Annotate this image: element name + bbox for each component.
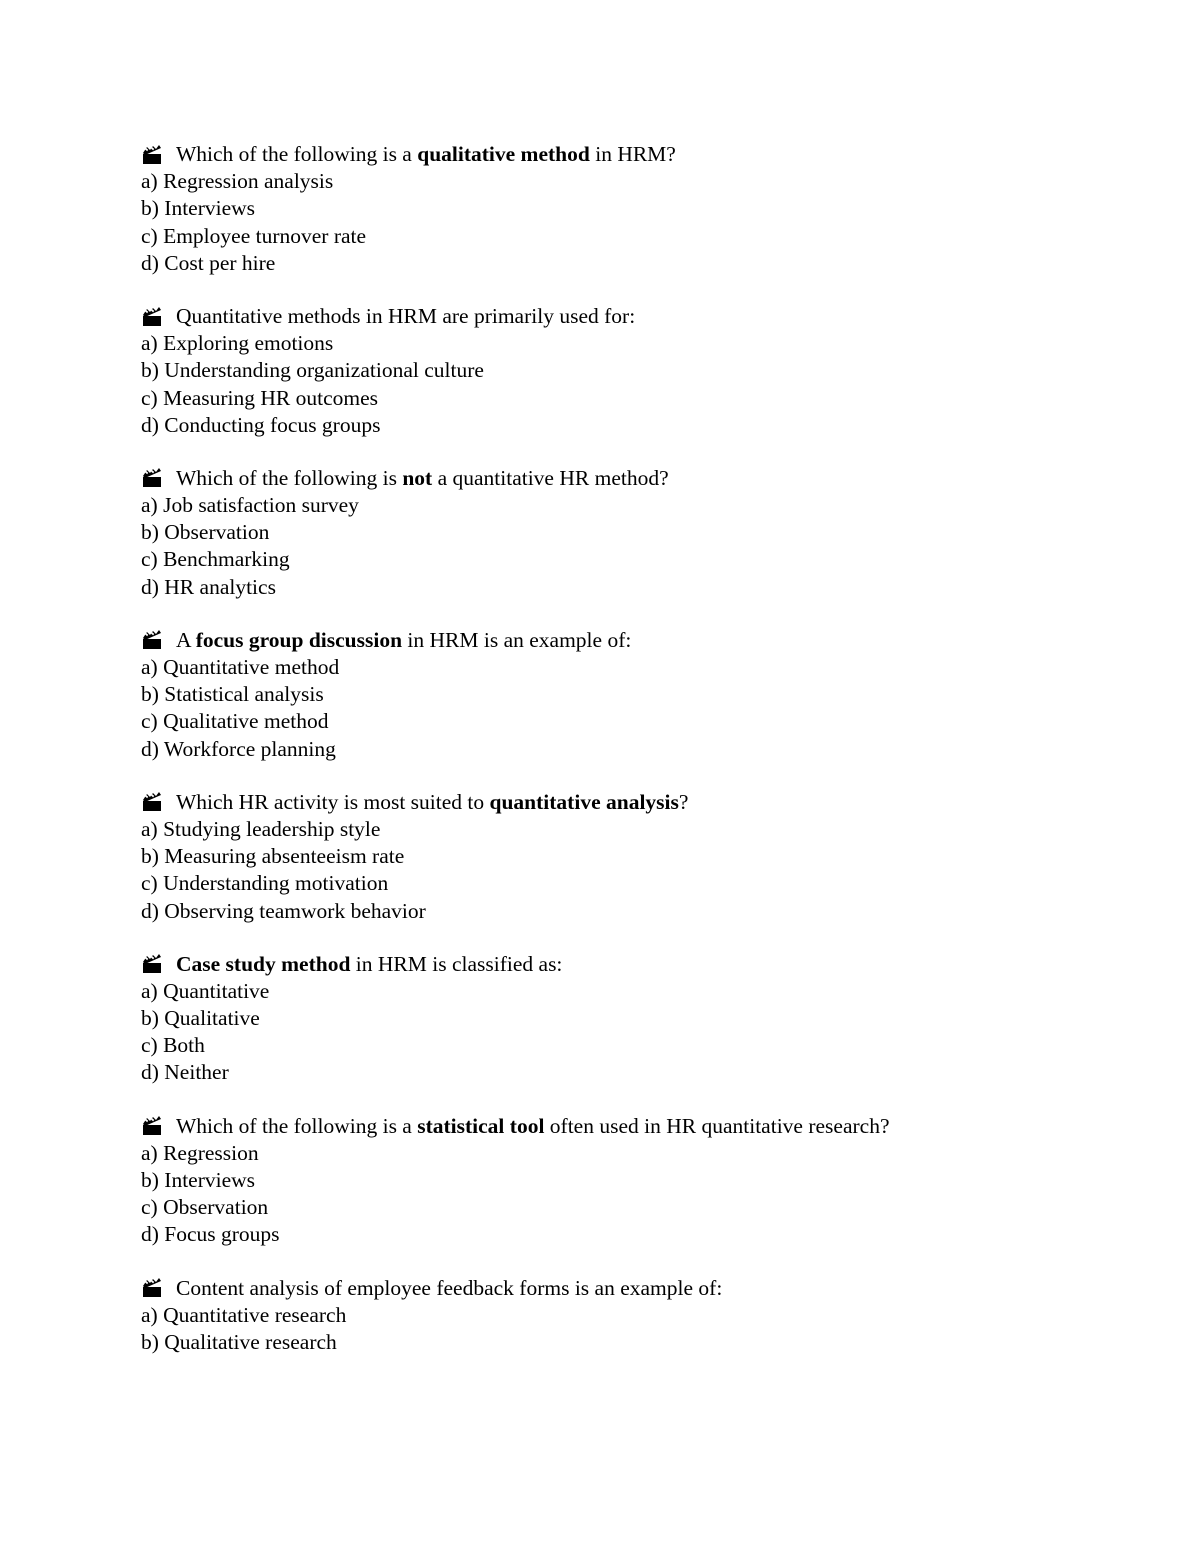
answer-option: a) Regression xyxy=(141,1140,259,1165)
question-block xyxy=(141,627,1101,763)
clapperboard-icon xyxy=(141,144,163,166)
question-stem xyxy=(141,141,1101,168)
answer-option: b) Understanding organizational culture xyxy=(141,358,484,383)
answer-option: a) Regression analysis xyxy=(141,169,334,194)
question-stem xyxy=(141,627,1101,654)
answer-option: d) Workforce planning xyxy=(141,736,336,761)
question-emphasis: Case study method xyxy=(176,951,351,976)
question-text-segment: in HRM? xyxy=(589,142,676,166)
question-text-segment: ? xyxy=(678,789,689,814)
question-stem xyxy=(141,303,1101,330)
question-text xyxy=(176,303,635,330)
answer-option: c) Employee turnover rate xyxy=(141,223,367,248)
question-emphasis: quantitative analysis xyxy=(489,789,679,814)
clapperboard-icon xyxy=(141,953,163,975)
question-text-segment: in HRM is an example of: xyxy=(402,627,632,652)
question-stem xyxy=(141,465,1101,492)
answer-option: a) Job satisfaction survey xyxy=(141,493,359,518)
clapperboard-icon xyxy=(141,1277,163,1299)
question-block xyxy=(141,141,1101,277)
question-stem xyxy=(141,1113,1101,1140)
answer-option: a) Exploring emotions xyxy=(141,331,334,356)
question-text-segment: in HRM is classified as: xyxy=(350,951,563,976)
answer-option: a) Quantitative method xyxy=(141,655,340,679)
clapperboard-icon xyxy=(141,791,163,813)
answer-option: c) Both xyxy=(141,1033,205,1058)
question-emphasis: statistical tool xyxy=(417,1113,545,1138)
question-text xyxy=(176,1113,890,1140)
question-block xyxy=(141,789,1101,925)
question-text-segment: a quantitative HR method? xyxy=(432,465,669,490)
clapperboard-icon xyxy=(141,306,163,328)
question-text xyxy=(176,465,669,492)
question-stem xyxy=(141,789,1101,816)
answer-option: b) Interviews xyxy=(141,196,256,221)
answer-option: c) Benchmarking xyxy=(141,547,290,572)
answer-option: b) Statistical analysis xyxy=(141,682,324,707)
answer-option: a) Quantitative research xyxy=(141,1302,347,1327)
question-text xyxy=(176,789,688,816)
question-text-segment: Which of the following is xyxy=(176,465,403,490)
question-emphasis: qualitative method xyxy=(417,142,590,166)
question-text xyxy=(176,141,676,168)
question-stem xyxy=(141,1275,1101,1302)
question-block xyxy=(141,1113,1101,1249)
answer-option: b) Qualitative research xyxy=(141,1329,337,1354)
answer-option: b) Qualitative xyxy=(141,1006,260,1031)
question-stem xyxy=(141,951,1101,978)
question-text xyxy=(176,627,631,654)
answer-option: c) Understanding motivation xyxy=(141,871,389,896)
question-text xyxy=(176,951,562,978)
question-text-segment: Content analysis of employee feedback forms is an example of: xyxy=(176,1275,723,1300)
answer-option: d) Cost per hire xyxy=(141,250,276,275)
document-page xyxy=(141,141,1101,1382)
answer-option: d) Observing teamwork behavior xyxy=(141,898,426,923)
clapperboard-icon xyxy=(141,467,163,489)
question-block xyxy=(141,303,1101,439)
question-text-segment: Which HR activity is most suited to xyxy=(176,789,490,814)
answer-option: a) Quantitative xyxy=(141,978,270,1003)
question-text xyxy=(176,1275,722,1302)
answer-option: d) Neither xyxy=(141,1060,229,1085)
question-emphasis: focus group discussion xyxy=(195,627,403,652)
answer-option: b) Observation xyxy=(141,520,270,545)
question-text-segment: A xyxy=(176,627,196,652)
question-emphasis: not xyxy=(402,465,433,490)
answer-option: d) Conducting focus groups xyxy=(141,412,381,437)
question-text-segment: Which of the following is a xyxy=(176,142,418,166)
answer-option: d) HR analytics xyxy=(141,574,276,599)
answer-option: b) Interviews xyxy=(141,1168,256,1192)
answer-option: a) Studying leadership style xyxy=(141,816,381,841)
question-block xyxy=(141,465,1101,601)
answer-option: c) Qualitative method xyxy=(141,709,329,734)
answer-option: c) Observation xyxy=(141,1195,269,1220)
clapperboard-icon xyxy=(141,1115,163,1137)
question-block xyxy=(141,1275,1101,1357)
question-text-segment: Quantitative methods in HRM are primarily used for: xyxy=(176,303,636,328)
answer-option: b) Measuring absenteeism rate xyxy=(141,844,405,869)
question-text-segment: Which of the following is a xyxy=(176,1113,418,1138)
answer-option: d) Focus groups xyxy=(141,1222,280,1247)
answer-option: c) Measuring HR outcomes xyxy=(141,385,379,410)
question-block xyxy=(141,951,1101,1087)
question-text-segment: often used in HR quantitative research? xyxy=(544,1113,890,1138)
clapperboard-icon xyxy=(141,629,163,651)
